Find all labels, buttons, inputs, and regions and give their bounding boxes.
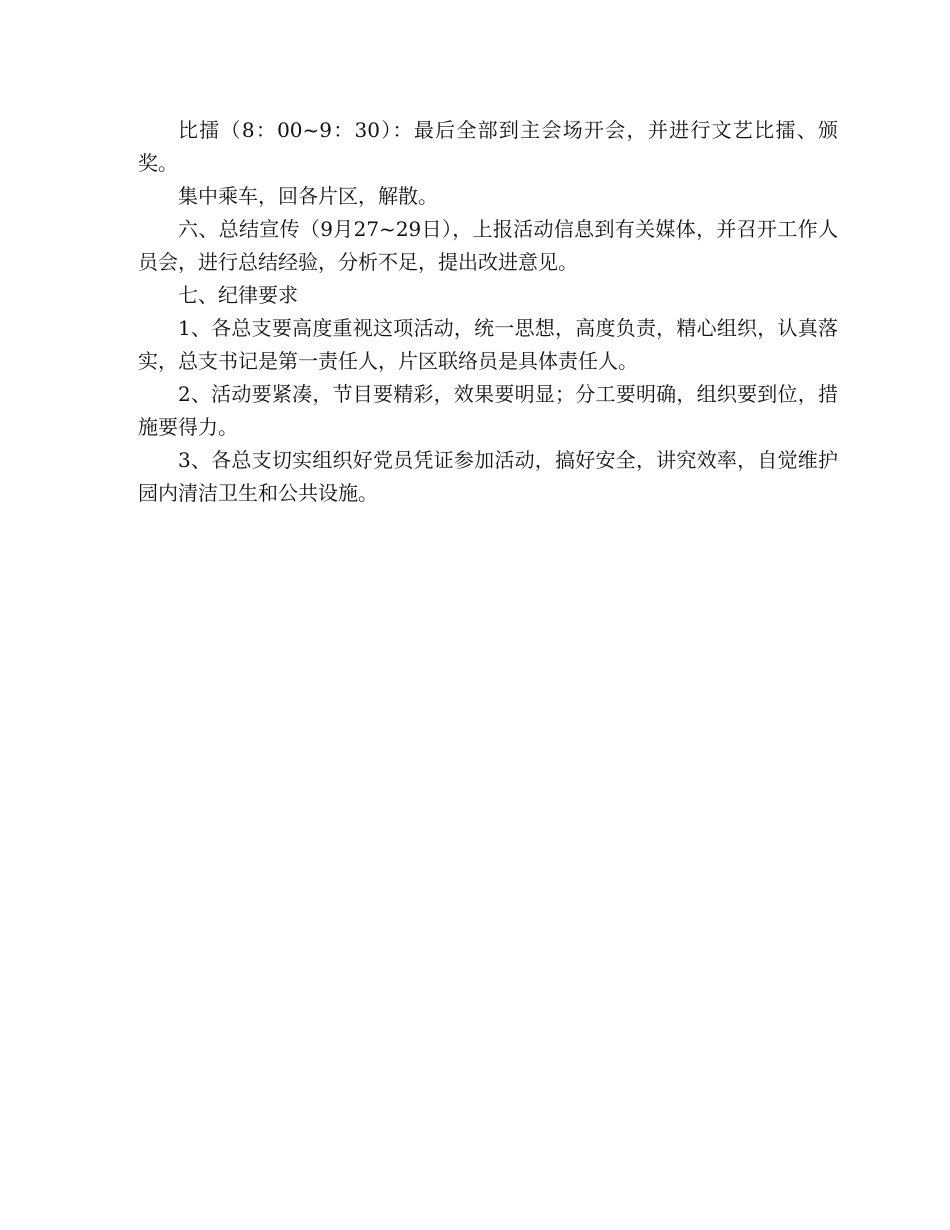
paragraph-contest-schedule: 比擂（8：00~9：30）：最后全部到主会场开会，并进行文艺比擂、颁奖。 bbox=[138, 118, 838, 175]
paragraph-dismissal: 集中乘车，回各片区，解散。 bbox=[178, 184, 438, 208]
paragraph-requirement-3: 3、各总支切实组织好党员凭证参加活动，搞好安全，讲究效率，自觉维护园内清洁卫生和公共设施。 bbox=[138, 448, 838, 505]
section-heading-discipline: 七、纪律要求 bbox=[178, 283, 298, 307]
document-body bbox=[138, 114, 838, 510]
paragraph-requirement-2: 2、活动要紧凑，节目要精彩，效果要明显；分工要明确，组织要到位，措施要得力。 bbox=[138, 382, 838, 439]
paragraph-requirement-1: 1、各总支要高度重视这项活动，统一思想，高度负责，精心组织，认真落实，总支书记是第一责任人，片区联络员是具体责任人。 bbox=[138, 316, 838, 373]
paragraph-summary-publicity: 六、总结宣传（9月27~29日），上报活动信息到有关媒体，并召开工作人员会，进行总结经验，分析不足，提出改进意见。 bbox=[138, 217, 838, 274]
